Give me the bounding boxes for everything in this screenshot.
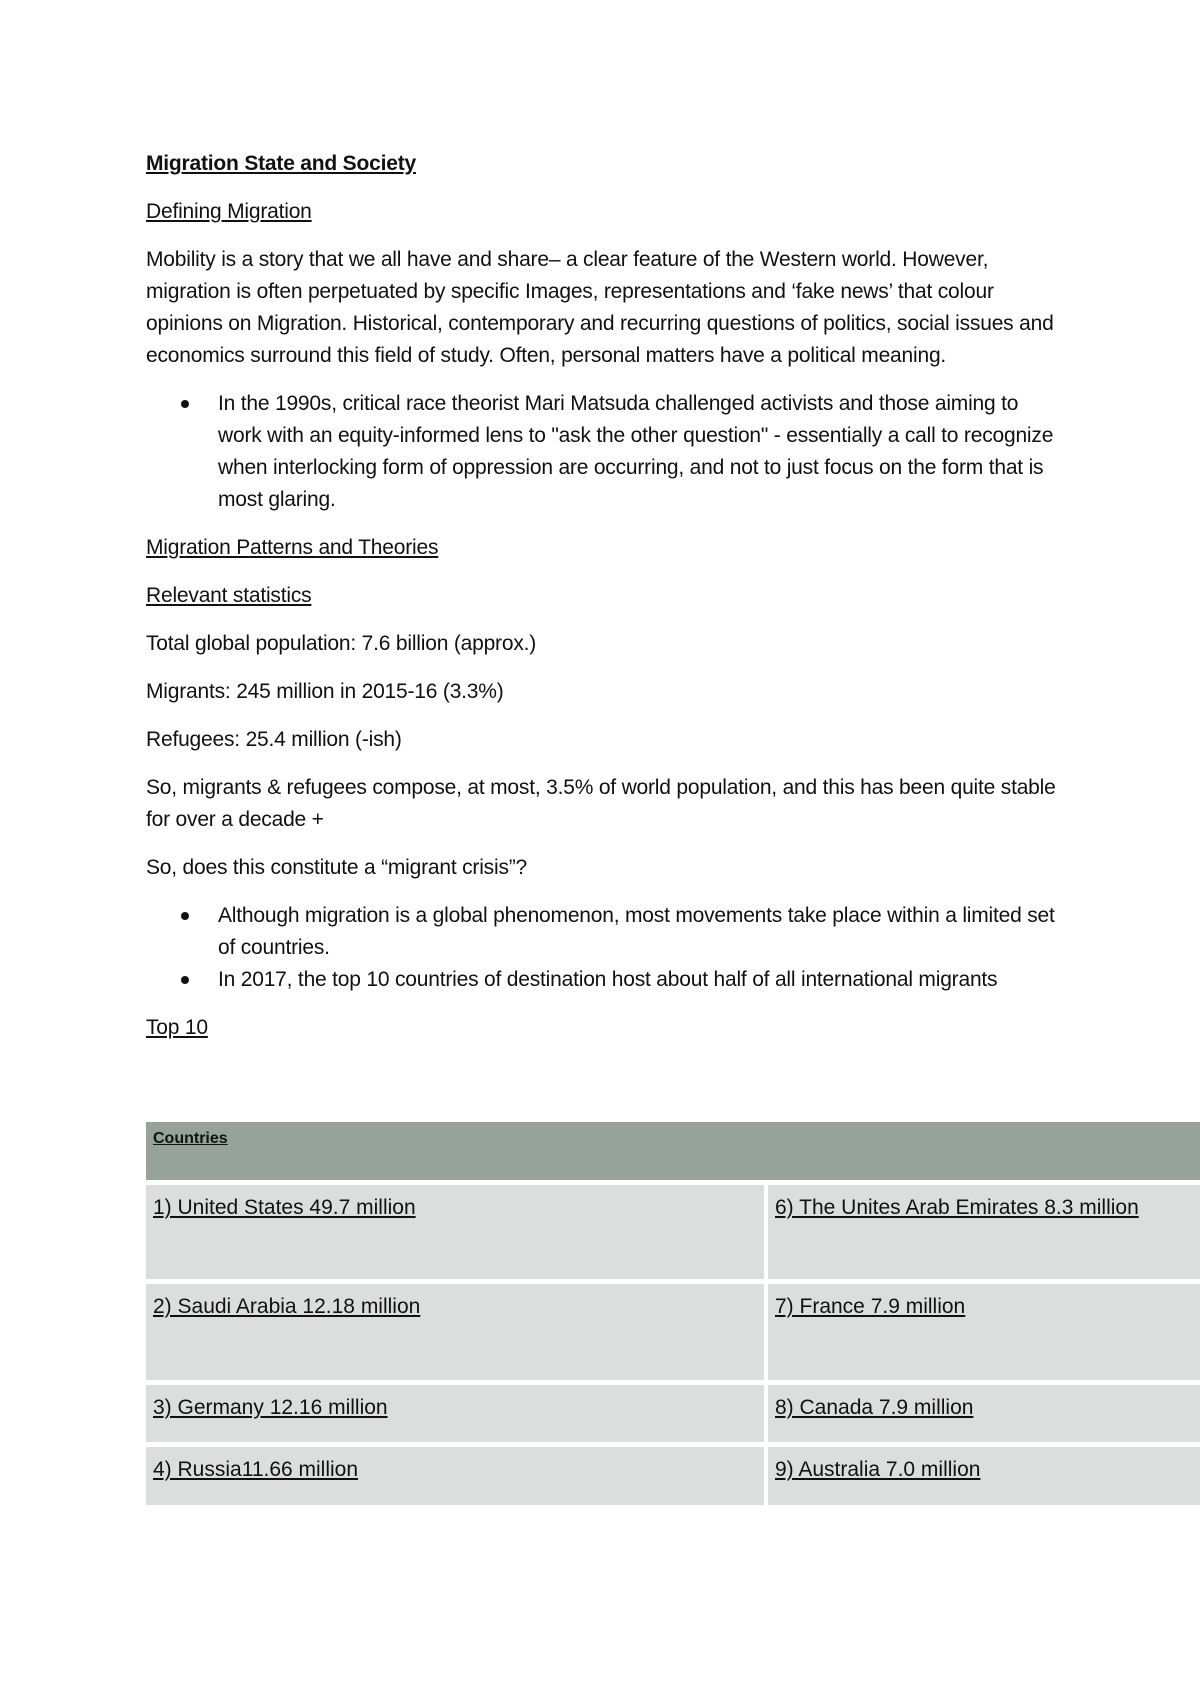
bullet-icon <box>181 400 189 408</box>
bullet-list-migration <box>146 900 1200 996</box>
bullet-text: In the 1990s, critical race theorist Mari Matsuda challenged activists and those aiming to work with an equity-informed lens to "ask the other question" - essentially a call to recognize when interlocking form of oppression are occurring, and not to just focus on the form that is most glaring. <box>218 392 1054 511</box>
table-row <box>146 1385 1200 1442</box>
table-cell: 7) France 7.9 million <box>768 1284 1200 1380</box>
bullet-text: In 2017, the top 10 countries of destination host about half of all international migrants <box>218 968 998 991</box>
list-item <box>146 964 1058 996</box>
heading-defining-migration: Defining Migration <box>146 200 312 223</box>
share-paragraph: So, migrants & refugees compose, at most, 3.5% of world population, and this has been quite stable for over a decade + <box>146 776 1056 831</box>
stat-population: Total global population: 7.6 billion (approx.) <box>146 632 537 655</box>
bullet-text: Although migration is a global phenomenon, most movements take place within a limited set of countries. <box>218 904 1055 959</box>
bullet-icon <box>181 976 189 984</box>
intro-paragraph: Mobility is a story that we all have and share– a clear feature of the Western world. However, migration is often perpetuated by specific Images, representations and ‘fake news’ that colour opinions on Migration. Historical, contemporary and recurring questions of politics, social issues and economics surround this field of study. Often, personal matters have a political meaning. <box>146 248 1054 367</box>
document-body <box>146 148 1200 1060</box>
table-cell: 1) United States 49.7 million <box>146 1185 764 1279</box>
table-row <box>146 1447 1200 1505</box>
bullet-list-matsuda <box>146 388 1200 516</box>
table-cell: 4) Russia11.66 million <box>146 1447 764 1505</box>
table-cell: 9) Australia 7.0 million <box>768 1447 1200 1505</box>
list-item <box>146 900 1058 964</box>
table-cell: 3) Germany 12.16 million <box>146 1385 764 1442</box>
heading-migration-patterns: Migration Patterns and Theories <box>146 536 439 559</box>
table-cell: 6) The Unites Arab Emirates 8.3 million <box>768 1185 1200 1279</box>
table-cell: 2) Saudi Arabia 12.18 million <box>146 1284 764 1380</box>
top-countries-table <box>146 1122 1200 1505</box>
table-header: Countries <box>146 1122 1200 1180</box>
table-row <box>146 1185 1200 1279</box>
table-row <box>146 1284 1200 1380</box>
heading-relevant-statistics: Relevant statistics <box>146 584 312 607</box>
document-title: Migration State and Society <box>146 152 416 175</box>
heading-top-10: Top 10 <box>146 1016 208 1039</box>
stat-refugees: Refugees: 25.4 million (-ish) <box>146 728 402 751</box>
stat-migrants: Migrants: 245 million in 2015-16 (3.3%) <box>146 680 504 703</box>
table-cell: 8) Canada 7.9 million <box>768 1385 1200 1442</box>
list-item <box>146 388 1058 516</box>
bullet-icon <box>181 912 189 920</box>
crisis-question: So, does this constitute a “migrant crisis”? <box>146 856 528 879</box>
